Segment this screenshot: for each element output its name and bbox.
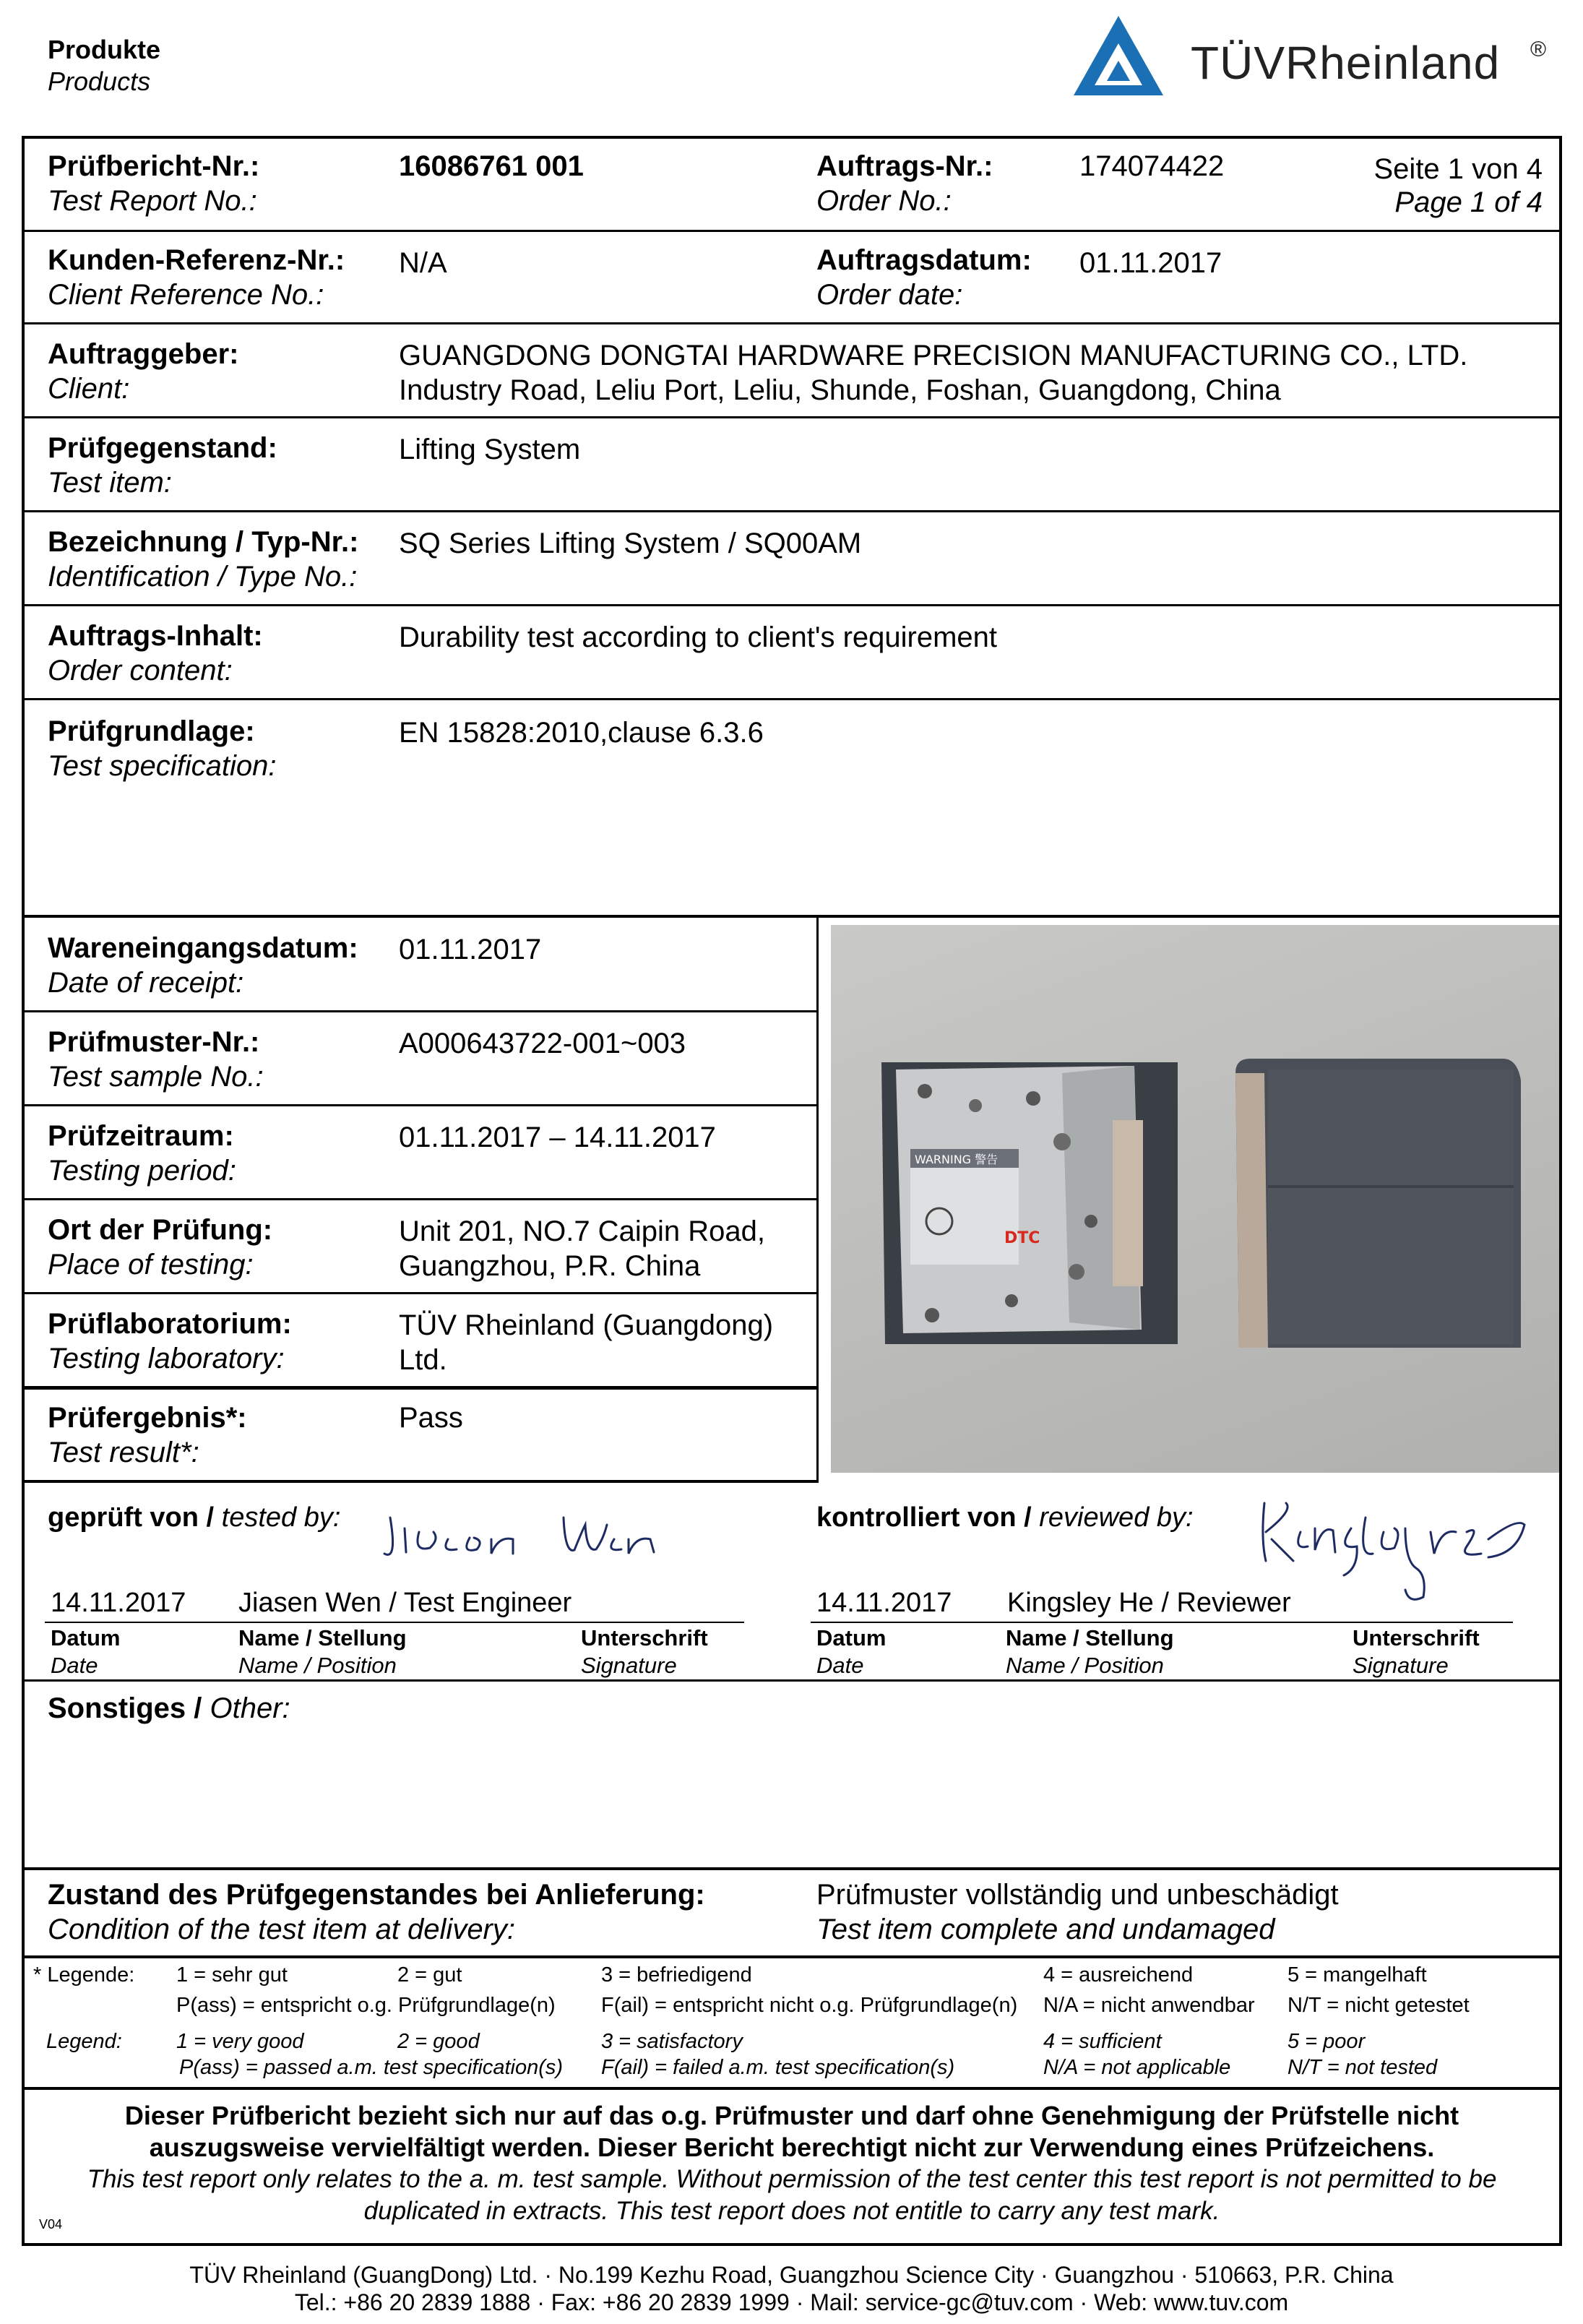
tested-col-date-en: Date	[51, 1653, 98, 1678]
type-value: SQ Series Lifting System / SQ00AM	[399, 528, 862, 559]
receipt-label-en: Date of receipt:	[48, 967, 244, 999]
receipt-value: 01.11.2017	[399, 934, 542, 965]
reviewed-col-date-en: Date	[816, 1653, 864, 1678]
reviewed-name: Kingsley He / Reviewer	[1007, 1588, 1291, 1618]
reviewed-col-name-en: Name / Position	[1006, 1653, 1164, 1678]
client-label-de: Auftraggeber:	[48, 338, 239, 370]
lifting-system-illustration	[831, 925, 1559, 1473]
type-label-de: Bezeichnung / Typ-Nr.:	[48, 526, 359, 558]
legend-de-3: 3 = befriedigend	[601, 1963, 752, 1987]
place-label-en: Place of testing:	[48, 1249, 254, 1281]
tested-col-name-en: Name / Position	[238, 1653, 397, 1678]
client-label-en: Client:	[48, 373, 130, 405]
disclaimer-de-2: auszugsweise vervielfältigt werden. Dieser Bericht berechtigt nicht zur Verwendung eines Prüfzeichens.	[149, 2133, 1435, 2162]
item-value: Lifting System	[399, 434, 581, 465]
tested-col-date-de: Datum	[51, 1625, 121, 1651]
tested-col-sig-en: Signature	[581, 1653, 677, 1678]
legend-de-nt: N/T = nicht getestet	[1287, 1994, 1470, 2017]
content-value: Durability test according to client's requirement	[399, 621, 998, 653]
period-label-de: Prüfzeitraum:	[48, 1120, 234, 1152]
reviewed-signature	[1250, 1489, 1539, 1611]
reviewed-signature-scribble	[1250, 1489, 1539, 1611]
sample-no-label-en: Test sample No.:	[48, 1061, 264, 1093]
footer-address: TÜV Rheinland (GuangDong) Ltd. · No.199 Kezhu Road, Guangzhou Science City · Guangzhou · 510663, P.R. China	[189, 2262, 1394, 2288]
client-ref-value: N/A	[399, 247, 447, 279]
test-item-photo	[831, 925, 1559, 1473]
registered-mark: ®	[1530, 38, 1547, 61]
type-label-en: Identification / Type No.:	[48, 561, 358, 593]
disclaimer-en-2: duplicated in extracts. This test report does not entitle to carry any test mark.	[363, 2197, 1220, 2225]
sample-no-label-de: Prüfmuster-Nr.:	[48, 1026, 260, 1058]
item-label-en: Test item:	[48, 467, 172, 499]
lab-line2: Ltd.	[399, 1344, 447, 1376]
tested-signature	[376, 1496, 665, 1575]
order-no-label-de: Auftrags-Nr.:	[816, 150, 993, 182]
client-address: Industry Road, Leliu Port, Leliu, Shunde, Foshan, Guangdong, China	[399, 374, 1281, 406]
legend-de-na: N/A = nicht anwendbar	[1043, 1994, 1255, 2017]
report-no-label-en: Test Report No.:	[48, 185, 257, 217]
legend-en-na: N/A = not applicable	[1043, 2056, 1231, 2079]
reviewed-col-date-de: Datum	[816, 1625, 887, 1651]
result-label-en: Test result*:	[48, 1437, 199, 1468]
tuv-logo	[1068, 10, 1559, 104]
spec-label-de: Prüfgrundlage:	[48, 715, 255, 747]
disclaimer-en-1: This test report only relates to the a. m. test sample. Without permission of the test center this test report is not permitted to be	[87, 2165, 1497, 2193]
order-date-label-en: Order date:	[816, 279, 963, 311]
place-line2: Guangzhou, P.R. China	[399, 1250, 701, 1282]
period-label-en: Testing period:	[48, 1155, 236, 1187]
result-value: Pass	[399, 1402, 463, 1434]
legend-en-4: 4 = sufficient	[1043, 2030, 1162, 2053]
tested-by-label-en: tested by:	[221, 1502, 341, 1533]
reviewed-col-sig-en: Signature	[1353, 1653, 1449, 1678]
version-label: V04	[39, 2217, 63, 2232]
legend-de-5: 5 = mangelhaft	[1287, 1963, 1427, 1987]
lab-label-de: Prüflaboratorium:	[48, 1308, 292, 1340]
content-label-de: Auftrags-Inhalt:	[48, 620, 263, 652]
legend-en-2: 2 = good	[397, 2030, 480, 2053]
category-de: Produkte	[48, 35, 161, 64]
report-no-label-de: Prüfbericht-Nr.:	[48, 150, 260, 182]
warning-label: WARNING 警告	[915, 1153, 998, 1166]
legend-en-1: 1 = very good	[176, 2030, 304, 2053]
item-label-de: Prüfgegenstand:	[48, 432, 277, 464]
condition-value-de: Prüfmuster vollständig und unbeschädigt	[816, 1879, 1339, 1911]
result-label-de: Prüfergebnis*:	[48, 1402, 247, 1434]
legend-en-fail: F(ail) = failed a.m. test specification(s)	[601, 2056, 955, 2079]
legend-de-1: 1 = sehr gut	[176, 1963, 288, 1987]
content-label-en: Order content:	[48, 655, 233, 687]
report-no-value: 16086761 001	[399, 150, 584, 182]
reviewed-col-name-de: Name / Stellung	[1006, 1625, 1174, 1651]
legend-de-4: 4 = ausreichend	[1043, 1963, 1194, 1987]
tested-name: Jiasen Wen / Test Engineer	[238, 1588, 572, 1618]
reviewed-col-sig-de: Unterschrift	[1353, 1625, 1480, 1651]
order-date-label-de: Auftragsdatum:	[816, 244, 1032, 276]
legend-en-5: 5 = poor	[1287, 2030, 1366, 2053]
legend-de-fail: F(ail) = entspricht nicht o.g. Prüfgrundlage(n)	[601, 1994, 1018, 2017]
category-en: Products	[48, 66, 151, 96]
order-no-label-en: Order No.:	[816, 185, 952, 217]
legend-en-pass: P(ass) = passed a.m. test specification(s)	[179, 2056, 564, 2079]
reviewed-by-label-en: reviewed by:	[1039, 1502, 1194, 1533]
page-number-de: Seite 1 von 4	[1373, 153, 1543, 185]
sample-no-value: A000643722-001~003	[399, 1028, 686, 1059]
order-no-value: 174074422	[1079, 150, 1225, 182]
client-ref-label-de: Kunden-Referenz-Nr.:	[48, 244, 345, 276]
tested-col-sig-de: Unterschrift	[581, 1625, 708, 1651]
legend-label-de: * Legende:	[33, 1963, 135, 1987]
legend-de-pass: P(ass) = entspricht o.g. Prüfgrundlage(n)	[176, 1994, 556, 2017]
tested-signature-scribble	[376, 1496, 665, 1575]
other-label	[48, 1691, 290, 1726]
spec-value: EN 15828:2010,clause 6.3.6	[399, 717, 764, 749]
dtc-brand-label: DTC	[1004, 1229, 1040, 1247]
reviewed-by-label	[816, 1500, 1194, 1535]
tested-date: 14.11.2017	[51, 1588, 186, 1618]
tuv-triangle-icon	[1068, 10, 1169, 104]
tested-by-label	[48, 1500, 340, 1535]
condition-label-en: Condition of the test item at delivery:	[48, 1914, 515, 1945]
tuv-logo-text: TÜVRheinland	[1191, 37, 1501, 89]
period-value: 01.11.2017 – 14.11.2017	[399, 1122, 716, 1153]
lab-label-en: Testing laboratory:	[48, 1343, 285, 1374]
legend-de-2: 2 = gut	[397, 1963, 462, 1987]
legend-en-3: 3 = satisfactory	[601, 2030, 743, 2053]
place-line1: Unit 201, NO.7 Caipin Road,	[399, 1215, 765, 1247]
legend-label-en: Legend:	[46, 2030, 122, 2053]
condition-value-en: Test item complete and undamaged	[816, 1914, 1275, 1945]
condition-label-de: Zustand des Prüfgegenstandes bei Anlieferung:	[48, 1879, 705, 1911]
reviewed-date: 14.11.2017	[816, 1588, 952, 1618]
lab-line1: TÜV Rheinland (Guangdong)	[399, 1309, 774, 1341]
tested-by-label-de: geprüft von /	[48, 1502, 222, 1533]
place-label-de: Ort der Prüfung:	[48, 1214, 273, 1246]
other-label-en: Other:	[210, 1692, 290, 1724]
footer-contact: Tel.: +86 20 2839 1888 · Fax: +86 20 2839 1999 · Mail: service-gc@tuv.com · Web: www.tuv.com	[294, 2289, 1289, 2315]
page-number-en: Page 1 of 4	[1394, 186, 1543, 218]
tested-col-name-de: Name / Stellung	[238, 1625, 407, 1651]
client-ref-label-en: Client Reference No.:	[48, 279, 324, 311]
client-name: GUANGDONG DONGTAI HARDWARE PRECISION MANUFACTURING CO., LTD.	[399, 340, 1468, 371]
receipt-label-de: Wareneingangsdatum:	[48, 932, 358, 964]
spec-label-en: Test specification:	[48, 750, 277, 782]
reviewed-by-label-de: kontrolliert von /	[816, 1502, 1040, 1533]
legend-en-nt: N/T = not tested	[1287, 2056, 1438, 2079]
order-date-value: 01.11.2017	[1079, 247, 1222, 279]
disclaimer-de-1: Dieser Prüfbericht bezieht sich nur auf das o.g. Prüfmuster und darf ohne Genehmigung der Prüfstelle nicht	[124, 2101, 1459, 2130]
other-label-de: Sonstiges /	[48, 1692, 210, 1724]
